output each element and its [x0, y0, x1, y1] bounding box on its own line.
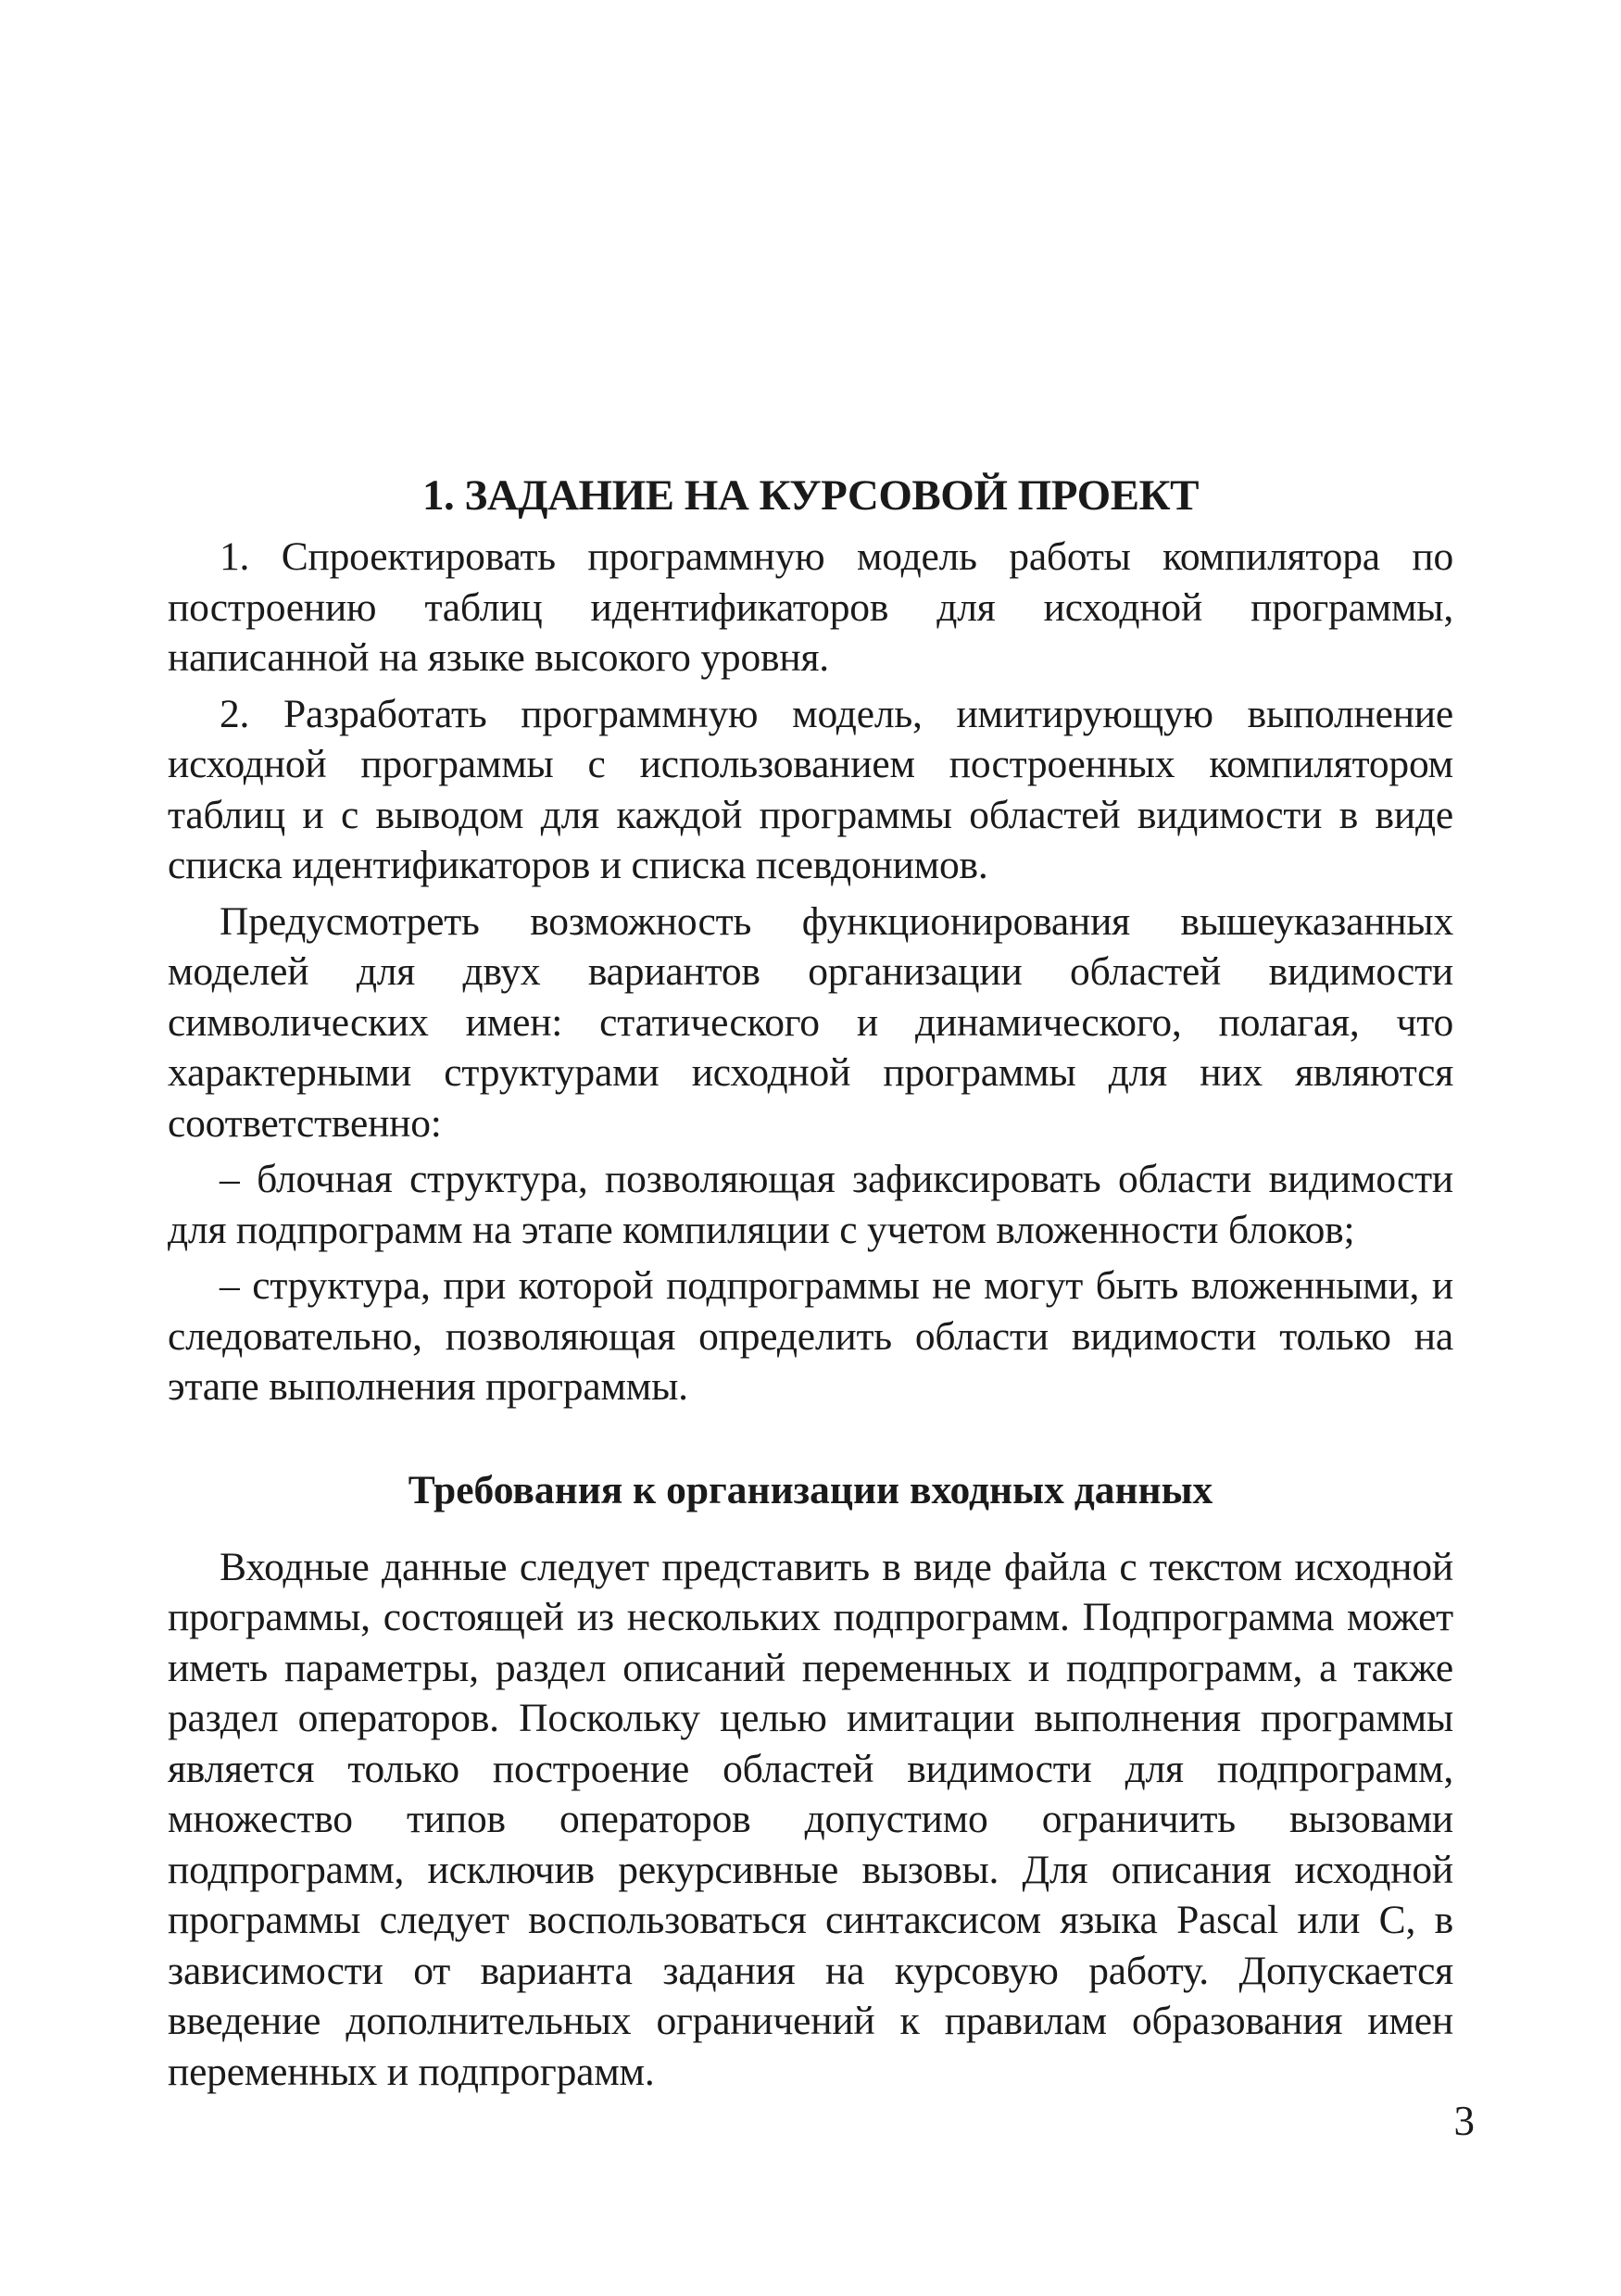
- paragraph-block-structure: – блочная структура, позволяющая зафиксировать области видимости для подпрограмм на этапе компиляции с учетом вложенности блоков;: [168, 1157, 1453, 1252]
- paragraph-input-data: Входные данные следует представить в виде файла с текстом исходной программы, состоящей из нескольких подпрограмм. Подпрограмма может иметь параметры, раздел описаний переменных и подпрограмм, а также раздел операторов. Поскольку целью имитации выполнения программы является только построение областей видимости для подпрограмм, множество типов операторов допустимо ограничить вызовами подпрограмм, исключив рекурсивные вызовы. Для описания исходной программы следует воспользоваться синтаксисом языка Pascal или C, в зависимости от варианта задания на курсовую работу. Допускается введение дополнительных ограничений к правилам образования имен переменных и подпрограмм.: [168, 1544, 1453, 2094]
- subsection-heading: Требования к организации входных данных: [408, 1467, 1213, 1512]
- section-heading: 1. ЗАДАНИЕ НА КУРСОВОЙ ПРОЕКТ: [422, 471, 1199, 520]
- paragraph-task-2: 2. Разработать программную модель, имитирующую выполнение исходной программы с использованием построенных компилятором таблиц и с выводом для каждой программы областей видимости в виде списка идентификаторов и списка псевдонимов.: [168, 691, 1453, 887]
- page-body: [168, 468, 1453, 2097]
- paragraph-scope-models: Предусмотреть возможность функционирования вышеуказанных моделей для двух вариантов организации областей видимости символических имен: статического и динамического, полагая, что характерными структурами исходной программы для них являются соответственно:: [168, 898, 1453, 1146]
- page-number: 3: [1453, 2098, 1475, 2144]
- paragraph-flat-structure: – структура, при которой подпрограммы не могут быть вложенными, и следовательно, позволяющая определить области видимости только на этапе выполнения программы.: [168, 1263, 1453, 1409]
- paragraph-task-1: 1. Спроектировать программную модель работы компилятора по построению таблиц идентификаторов для исходной программы, написанной на языке высокого уровня.: [168, 534, 1453, 680]
